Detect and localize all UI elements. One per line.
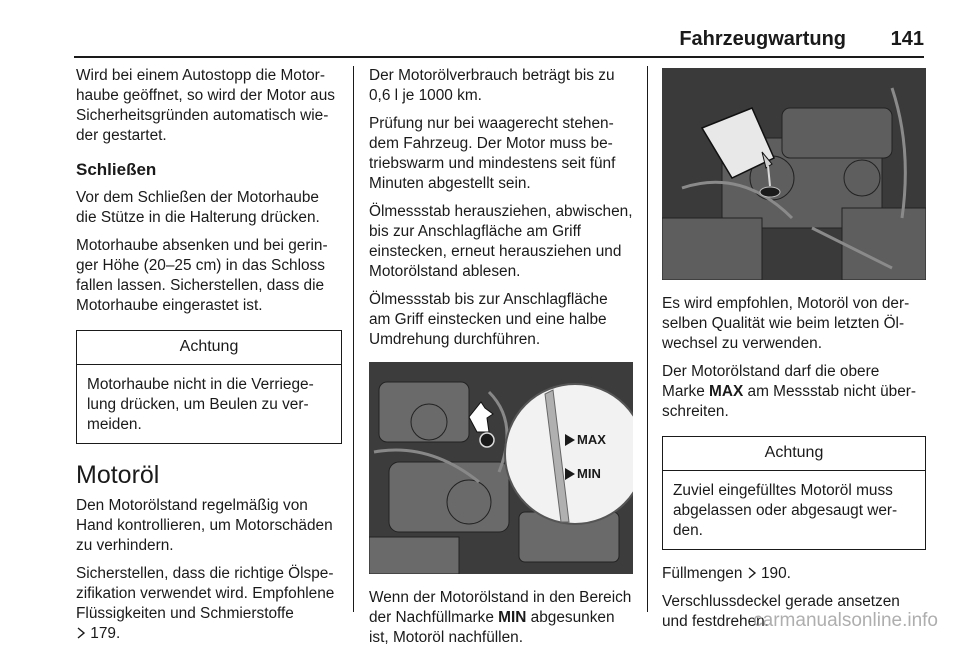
- max-mark: MAX: [709, 383, 744, 400]
- column-divider: [647, 66, 648, 612]
- paragraph: [662, 362, 926, 422]
- notice-box: [662, 436, 926, 550]
- page-header: [74, 26, 924, 58]
- paragraph-text: Der Motorölstand darf die obere Marke: [662, 363, 880, 400]
- notice-title: Achtung: [77, 331, 341, 365]
- paragraph: [76, 564, 342, 644]
- notice-text: Motorhaube nicht in die Verriegelung drücken, um Beulen zu vermeiden.: [87, 376, 314, 433]
- page-reference[interactable]: 190.: [760, 565, 791, 582]
- page-reference[interactable]: 179.: [90, 625, 121, 642]
- oil-fill-illustration: [662, 68, 926, 280]
- column-1: [76, 66, 342, 652]
- paragraph: Der Motorölverbrauch beträgt bis zu 0,6 l je 1000 km.: [369, 67, 615, 104]
- arrow-reference-icon: [747, 565, 757, 577]
- paragraph-text: Wenn der Motorölstand in den Bereich der Nachfüllmarke: [369, 589, 632, 626]
- paragraph: Vor dem Schließen der Motorhaube die Stütze in die Halterung drücken.: [76, 189, 320, 226]
- paragraph-text: Sicherstellen, dass die richtige Ölspezifikation verwendet wird. Empfohlene Flüssigkeiten und Schmierstoffe: [76, 565, 335, 622]
- section-title: Fahrzeugwartung: [679, 28, 846, 50]
- column-2: [369, 66, 633, 656]
- paragraph: Den Motorölstand regelmäßig von Hand kontrollieren, um Motorschäden zu verhindern.: [76, 497, 333, 554]
- dipstick-illustration: [369, 362, 633, 574]
- dipstick-min-label: MIN: [577, 466, 601, 481]
- watermark: carmanualsonline.info: [753, 610, 938, 631]
- notice-box: [76, 330, 342, 444]
- notice-title: Achtung: [663, 437, 925, 471]
- paragraph: Es wird empfohlen, Motoröl von derselben Qualität wie beim letzten Ölwechsel zu verwenden.: [662, 295, 910, 352]
- column-3: [662, 66, 926, 640]
- dipstick-max-label: MAX: [577, 432, 606, 447]
- page-number: 141: [890, 28, 924, 50]
- heading-motoroel: Motoröl: [76, 461, 160, 489]
- paragraph-text: am Messstab nicht überschreiten.: [662, 383, 917, 420]
- paragraph: Motorhaube absenken und bei geringer Höhe (20–25 cm) in das Schloss fallen lassen. Sicherstellen, dass die Motorhaube eingerastet ist.: [76, 237, 328, 314]
- paragraph: [662, 564, 926, 584]
- arrow-reference-icon: [76, 625, 86, 637]
- paragraph-text: abgesunken ist, Motoröl nachfüllen.: [369, 609, 615, 646]
- paragraph: Ölmessstab bis zur Anschlagfläche am Griff einstecken und eine halbe Umdrehung durchführen.: [369, 291, 608, 348]
- notice-text: Zuviel eingefülltes Motoröl muss abgelassen oder abgesaugt werden.: [673, 482, 898, 539]
- paragraph: Prüfung nur bei waagerecht stehendem Fahrzeug. Der Motor muss betriebswarm und mindestens seit fünf Minuten abgestellt sein.: [369, 115, 616, 192]
- paragraph: Wird bei einem Autostopp die Motorhaube geöffnet, so wird der Motor aus Sicherheitsgründen automatisch wieder gestartet.: [76, 67, 335, 144]
- heading-schliessen: Schließen: [76, 160, 157, 179]
- paragraph-text: Füllmengen: [662, 565, 743, 582]
- min-mark: MIN: [498, 609, 527, 626]
- paragraph: [369, 588, 633, 648]
- column-divider: [353, 66, 354, 612]
- paragraph: Verschlussdeckel gerade ansetzen und festdrehen.: [662, 593, 900, 630]
- paragraph: Ölmessstab herausziehen, abwischen, bis zur Anschlagfläche am Griff einstecken, erneut herausziehen und Motorölstand ablesen.: [369, 203, 633, 280]
